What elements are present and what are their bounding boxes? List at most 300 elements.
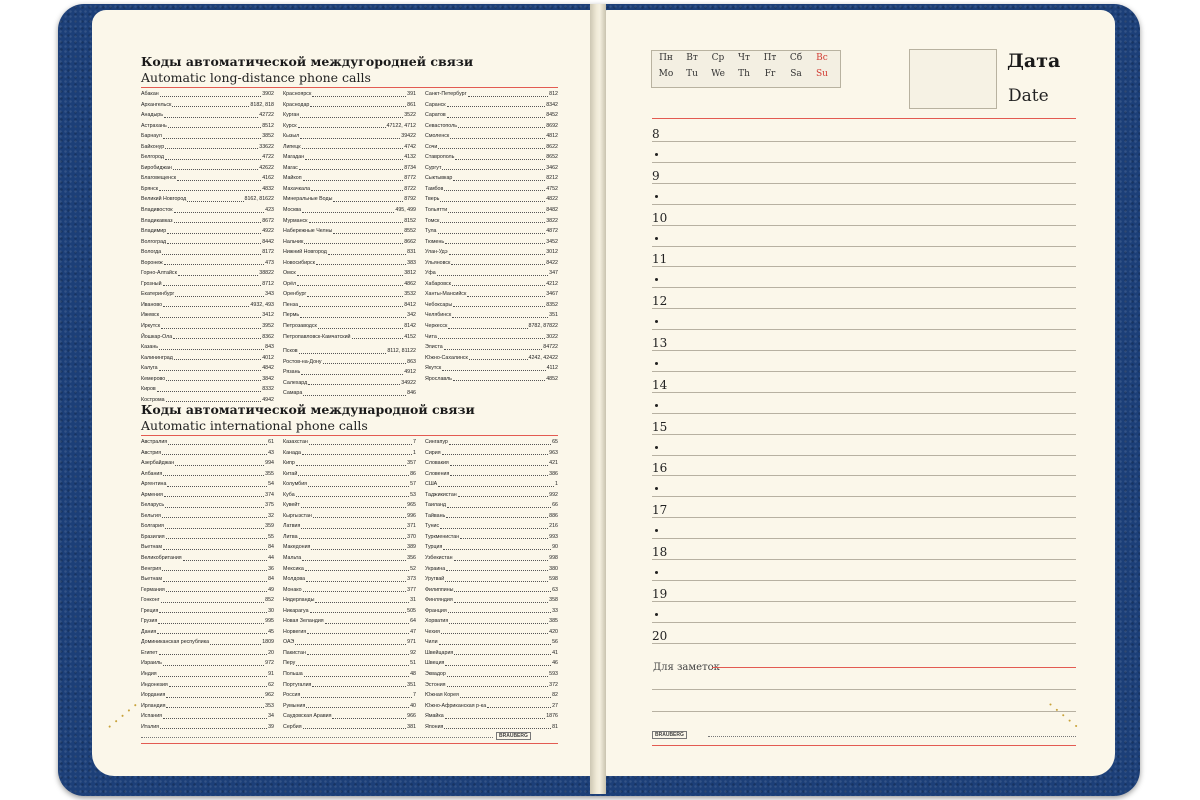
dial-code: 4012 <box>262 354 274 361</box>
dot-leader <box>166 374 261 382</box>
code-row <box>283 300 416 311</box>
code-row <box>425 268 558 279</box>
code-row <box>425 342 558 353</box>
place-name: ОАЭ <box>283 639 295 646</box>
dial-code: 4132 <box>404 154 416 161</box>
code-row <box>425 173 558 184</box>
dot-leader <box>174 353 261 361</box>
code-row <box>283 680 416 691</box>
hour-label: 12 <box>652 294 668 309</box>
hour-line[interactable] <box>652 266 1076 267</box>
code-row <box>425 690 558 701</box>
dial-code: 966 <box>407 713 416 720</box>
dial-code: 8452 <box>546 112 558 119</box>
half-hour-dot <box>655 613 658 616</box>
dial-code: 4152 <box>404 333 416 340</box>
dial-code: 993 <box>549 533 558 540</box>
place-name: Молдова <box>283 576 306 583</box>
dot-leader <box>166 532 267 540</box>
place-name: Орёл <box>283 280 297 287</box>
code-row <box>425 469 558 480</box>
dot-leader <box>159 342 264 350</box>
dot-leader <box>487 701 551 709</box>
place-name: Сыктывкар <box>425 175 453 182</box>
dial-code: 8734 <box>404 164 416 171</box>
code-row <box>425 363 558 374</box>
code-row <box>141 637 274 648</box>
code-row <box>141 374 274 385</box>
half-hour-dot <box>655 571 658 574</box>
place-name: Болгария <box>141 523 164 530</box>
dial-code: 1 <box>555 481 558 488</box>
dot-leader <box>307 648 409 656</box>
half-hour-line[interactable] <box>652 622 1076 623</box>
place-name: Черкесск <box>425 323 448 330</box>
code-row <box>425 637 558 648</box>
place-name: Кострома <box>141 396 165 403</box>
place-name: Филиппины <box>425 586 454 593</box>
code-row <box>141 110 274 121</box>
code-row <box>141 226 274 237</box>
weekday-ru[interactable]: Вт <box>686 53 698 63</box>
weekday-en[interactable]: We <box>711 69 725 79</box>
dot-leader <box>441 627 548 635</box>
dial-code: 371 <box>407 523 416 530</box>
dial-code: 8332 <box>262 386 274 393</box>
dot-leader <box>183 553 267 561</box>
dial-code: 52 <box>410 565 416 572</box>
dial-code: 3842 <box>262 375 274 382</box>
place-name: Тула <box>425 228 437 235</box>
code-row <box>425 152 558 163</box>
place-name: Саранск <box>425 101 446 108</box>
place-name: Сургут <box>425 164 442 171</box>
code-row <box>283 184 416 195</box>
dial-code: 8362 <box>262 333 274 340</box>
half-hour-line[interactable] <box>652 204 1076 205</box>
hour-line[interactable] <box>652 392 1076 393</box>
place-name: Грузия <box>141 618 158 625</box>
place-name: Псков <box>283 348 298 355</box>
code-row <box>283 100 416 111</box>
place-name: Кызыл <box>283 133 300 140</box>
place-name: Финляндия <box>425 597 453 604</box>
dial-code: 4822 <box>546 196 558 203</box>
hour-line[interactable] <box>652 183 1076 184</box>
place-name: Иркутск <box>141 323 161 330</box>
place-name: Южно-Африканская р-ка <box>425 702 487 709</box>
corner-stars-left: • • • • • <box>105 700 141 732</box>
code-row <box>283 521 416 532</box>
dot-leader <box>311 542 406 550</box>
dial-code: 7 <box>413 692 416 699</box>
dial-code: 505 <box>407 607 416 614</box>
dial-code: 54 <box>268 481 274 488</box>
dial-code: 61 <box>268 439 274 445</box>
code-row <box>283 332 416 343</box>
place-name: Тольятти <box>425 207 448 214</box>
code-row <box>425 542 558 553</box>
hour-line[interactable] <box>652 308 1076 309</box>
code-row <box>425 388 558 392</box>
code-row <box>283 110 416 121</box>
code-row <box>283 310 416 321</box>
dial-code: 3412 <box>262 312 274 319</box>
dial-code: 46 <box>552 660 558 667</box>
code-row <box>141 258 274 269</box>
code-row <box>283 131 416 142</box>
dial-code: 27 <box>552 702 558 709</box>
dot-leader <box>325 616 409 624</box>
half-hour-line[interactable] <box>652 496 1076 497</box>
half-hour-dot <box>655 362 658 365</box>
code-row <box>425 310 558 321</box>
code-row <box>283 448 416 459</box>
dot-leader <box>175 289 264 297</box>
corner-stars-right: • • • • • <box>1045 700 1081 732</box>
dial-code: 47 <box>410 628 416 635</box>
dial-code: 386 <box>549 470 558 477</box>
dot-leader <box>300 110 403 118</box>
dial-code: 1809 <box>262 639 274 646</box>
code-row <box>425 448 558 459</box>
dot-leader <box>304 669 409 677</box>
section2-title-ru: Коды автоматической международной связи <box>141 402 475 417</box>
place-name: Пенза <box>283 301 299 308</box>
dial-code: 48 <box>410 671 416 678</box>
dot-leader <box>165 500 264 508</box>
place-name: Магадан <box>283 154 305 161</box>
hour-line[interactable] <box>652 559 1076 560</box>
place-name: Бельгия <box>141 512 161 519</box>
code-row <box>283 669 416 680</box>
place-name: Южно-Сахалинск <box>425 354 468 361</box>
dial-code: 41 <box>552 649 558 656</box>
place-name: Сочи <box>425 143 438 150</box>
code-row <box>425 121 558 132</box>
dot-leader <box>332 711 406 719</box>
code-row <box>425 332 558 343</box>
dot-leader <box>445 237 545 245</box>
weekday-en[interactable]: Tu <box>686 69 698 79</box>
left-footer-dotline <box>141 737 493 738</box>
dial-code: 8442 <box>262 238 274 245</box>
half-hour-line[interactable] <box>652 371 1076 372</box>
dial-code: 380 <box>549 565 558 572</box>
code-row <box>141 437 274 448</box>
code-row <box>283 247 416 258</box>
dot-leader <box>157 627 267 635</box>
dot-leader <box>301 367 403 375</box>
dot-leader <box>162 247 261 255</box>
dot-leader <box>173 332 261 340</box>
dot-leader <box>445 658 551 666</box>
notes-label: Для заметок <box>653 662 720 673</box>
hour-label: 16 <box>652 461 668 476</box>
place-name: Ханты-Мансийск <box>425 291 467 298</box>
date-box[interactable] <box>909 49 997 109</box>
hour-line[interactable] <box>652 643 1076 644</box>
hour-line[interactable] <box>652 475 1076 476</box>
hour-line[interactable] <box>652 517 1076 518</box>
place-name: Курск <box>283 122 297 129</box>
place-name: Новая Зеландия <box>283 618 324 625</box>
dot-leader <box>303 388 406 396</box>
code-row <box>141 627 274 638</box>
dot-leader <box>298 469 409 477</box>
notes-line[interactable] <box>652 689 1076 690</box>
code-row <box>141 542 274 553</box>
place-name: Санкт-Петербург <box>425 91 467 97</box>
dial-code: 374 <box>265 491 274 498</box>
place-name: Польша <box>283 671 303 678</box>
code-row <box>425 437 558 448</box>
place-name: Доминиканская республика <box>141 639 210 646</box>
weekday-ru[interactable]: Чт <box>738 53 750 63</box>
dial-code: 36 <box>268 565 274 572</box>
code-row <box>425 279 558 290</box>
dial-code: 353 <box>265 702 274 709</box>
dial-code: 831 <box>407 249 416 256</box>
code-row <box>141 521 274 532</box>
dial-code: 66 <box>552 502 558 509</box>
code-row <box>283 469 416 480</box>
dot-leader <box>452 279 545 287</box>
half-hour-line[interactable] <box>652 162 1076 163</box>
place-name: Чебоксары <box>425 301 453 308</box>
half-hour-line[interactable] <box>652 538 1076 539</box>
dot-leader <box>454 585 551 593</box>
code-row <box>283 701 416 712</box>
weekday-ru[interactable]: Ср <box>711 53 725 63</box>
hour-label: 19 <box>652 586 668 601</box>
dot-leader <box>333 194 403 202</box>
half-hour-line[interactable] <box>652 413 1076 414</box>
dot-leader <box>449 437 551 445</box>
place-name: Норвегия <box>283 628 307 635</box>
code-row <box>141 384 274 395</box>
dial-code: 8652 <box>546 154 558 161</box>
weekday-en[interactable]: Su <box>816 69 828 79</box>
dot-leader <box>299 300 403 308</box>
dot-leader <box>306 574 406 582</box>
dial-code: 57 <box>410 481 416 488</box>
half-hour-dot <box>655 446 658 449</box>
place-name: Япония <box>425 723 444 730</box>
dot-leader <box>454 648 551 656</box>
dial-code: 7 <box>413 439 416 445</box>
code-row <box>283 289 416 300</box>
dot-leader <box>307 627 409 635</box>
dot-leader <box>455 152 545 160</box>
weekday-en[interactable]: Th <box>738 69 750 79</box>
dot-leader <box>304 237 403 245</box>
place-name: Красноярск <box>283 91 312 97</box>
code-row <box>283 346 416 357</box>
place-name: Таиланд <box>425 502 446 509</box>
place-name: Мурманск <box>283 217 308 224</box>
place-name: Владикавказ <box>141 217 173 224</box>
dial-code: 86 <box>410 470 416 477</box>
hour-line[interactable] <box>652 225 1076 226</box>
weekday-ru[interactable]: Пт <box>763 53 777 63</box>
dot-leader <box>444 722 551 730</box>
dot-leader <box>303 173 404 181</box>
weekday-en[interactable]: Sa <box>790 69 802 79</box>
dial-code: 39422 <box>401 133 416 140</box>
code-row <box>141 574 274 585</box>
place-name: Гонконг <box>141 597 160 604</box>
dial-code: 375 <box>265 502 274 509</box>
dot-leader <box>439 637 552 645</box>
half-hour-line[interactable] <box>652 246 1076 247</box>
place-name: Самара <box>283 390 303 397</box>
dot-leader <box>164 490 264 498</box>
code-row <box>425 321 558 332</box>
dot-leader <box>328 247 406 255</box>
place-name: США <box>425 481 438 488</box>
dial-code: 42622 <box>259 164 274 171</box>
dial-code: 1876 <box>546 713 558 720</box>
dial-code: 92 <box>410 649 416 656</box>
weekday-ru[interactable]: Пн <box>659 53 673 63</box>
place-name: Тюмень <box>425 238 445 245</box>
dot-leader <box>167 226 261 234</box>
hour-line[interactable] <box>652 601 1076 602</box>
place-name: Аргентина <box>141 481 167 488</box>
place-name: Швеция <box>425 660 445 667</box>
hour-label: 8 <box>652 127 660 141</box>
half-hour-line[interactable] <box>652 329 1076 330</box>
dot-leader <box>445 711 545 719</box>
half-hour-line[interactable] <box>652 580 1076 581</box>
place-name: Минеральные Воды <box>283 196 333 203</box>
dot-leader <box>450 469 548 477</box>
place-name: Абакан <box>141 91 159 97</box>
hour-line[interactable] <box>652 434 1076 435</box>
dot-leader <box>469 353 528 361</box>
dot-leader <box>454 553 549 561</box>
dot-leader <box>210 637 261 645</box>
weekday-en[interactable]: Mo <box>658 69 674 79</box>
place-name: Туркменистан <box>425 533 460 540</box>
dial-code: 8772 <box>404 175 416 182</box>
place-name: Томск <box>425 217 440 224</box>
dot-leader <box>451 258 545 266</box>
dial-code: 90 <box>552 544 558 551</box>
place-name: Новосибирск <box>283 259 315 266</box>
code-row <box>425 722 558 733</box>
half-hour-line[interactable] <box>652 455 1076 456</box>
place-name: Украина <box>425 565 446 572</box>
hour-label: 20 <box>652 628 668 643</box>
section2-divider <box>141 435 558 436</box>
dot-leader <box>444 342 543 350</box>
dot-leader <box>467 289 545 297</box>
dot-leader <box>177 173 261 181</box>
dot-leader <box>296 658 409 666</box>
dot-leader <box>440 194 545 202</box>
dial-code: 8412 <box>404 301 416 308</box>
dial-code: 33 <box>552 607 558 614</box>
code-row <box>283 216 416 227</box>
dot-leader <box>172 100 249 108</box>
code-row <box>425 289 558 300</box>
hour-label: 18 <box>652 545 668 559</box>
code-row <box>141 564 274 575</box>
code-row <box>141 690 274 701</box>
notes-line[interactable] <box>652 711 1076 712</box>
dot-leader <box>297 279 403 287</box>
dot-leader <box>302 142 404 150</box>
place-name: Смоленск <box>425 133 450 140</box>
dial-code: 4832 <box>262 185 274 192</box>
code-row <box>283 367 416 378</box>
code-row <box>283 378 416 389</box>
weekday-ru[interactable]: Сб <box>789 53 803 63</box>
dot-leader <box>157 384 261 392</box>
code-row <box>425 500 558 511</box>
dial-code: 389 <box>407 544 416 551</box>
half-hour-line[interactable] <box>652 287 1076 288</box>
place-name: Йошкар-Ола <box>141 333 173 340</box>
dot-leader <box>162 511 267 519</box>
dial-code: 4812 <box>546 133 558 140</box>
code-row <box>141 268 274 279</box>
code-row <box>141 648 274 659</box>
weekday-en[interactable]: Fr <box>764 69 776 79</box>
place-name: Тунис <box>425 523 440 530</box>
code-row <box>283 637 416 648</box>
place-name: Петрозаводск <box>283 323 317 330</box>
dot-leader <box>160 89 262 97</box>
code-row <box>425 237 558 248</box>
dial-code: 421 <box>549 460 558 467</box>
dial-code: 49 <box>268 586 274 593</box>
dial-code: 8512 <box>262 122 274 129</box>
code-row <box>425 616 558 627</box>
dial-code: 343 <box>265 291 274 298</box>
place-name: Пакистан <box>283 649 306 656</box>
dial-code: 4242, 42422 <box>528 354 558 361</box>
place-name: Германия <box>141 586 165 593</box>
dial-code: 359 <box>265 523 274 530</box>
code-row <box>283 388 416 399</box>
dot-leader <box>310 100 406 108</box>
place-name: Испания <box>141 713 163 720</box>
place-name: Калининград <box>141 354 173 361</box>
code-row <box>283 357 416 368</box>
dial-code: 381 <box>407 723 416 730</box>
code-row <box>141 163 274 174</box>
place-name: Кемерово <box>141 375 166 382</box>
code-row <box>141 279 274 290</box>
hour-line[interactable] <box>652 350 1076 351</box>
place-name: Пермь <box>283 312 300 319</box>
dial-code: 598 <box>549 576 558 583</box>
weekday-ru[interactable]: Вс <box>816 53 828 63</box>
dot-leader <box>173 163 258 171</box>
place-name: Владивосток <box>141 207 173 214</box>
dial-code: 8342 <box>546 101 558 108</box>
code-row <box>425 458 558 469</box>
hour-line[interactable] <box>652 141 1076 142</box>
dial-code: 373 <box>407 576 416 583</box>
notebook-spine <box>590 4 606 794</box>
place-name: Оренбург <box>283 291 307 298</box>
place-name: Петропавловск-Камчатский <box>283 333 351 340</box>
place-name: Армения <box>141 491 163 498</box>
